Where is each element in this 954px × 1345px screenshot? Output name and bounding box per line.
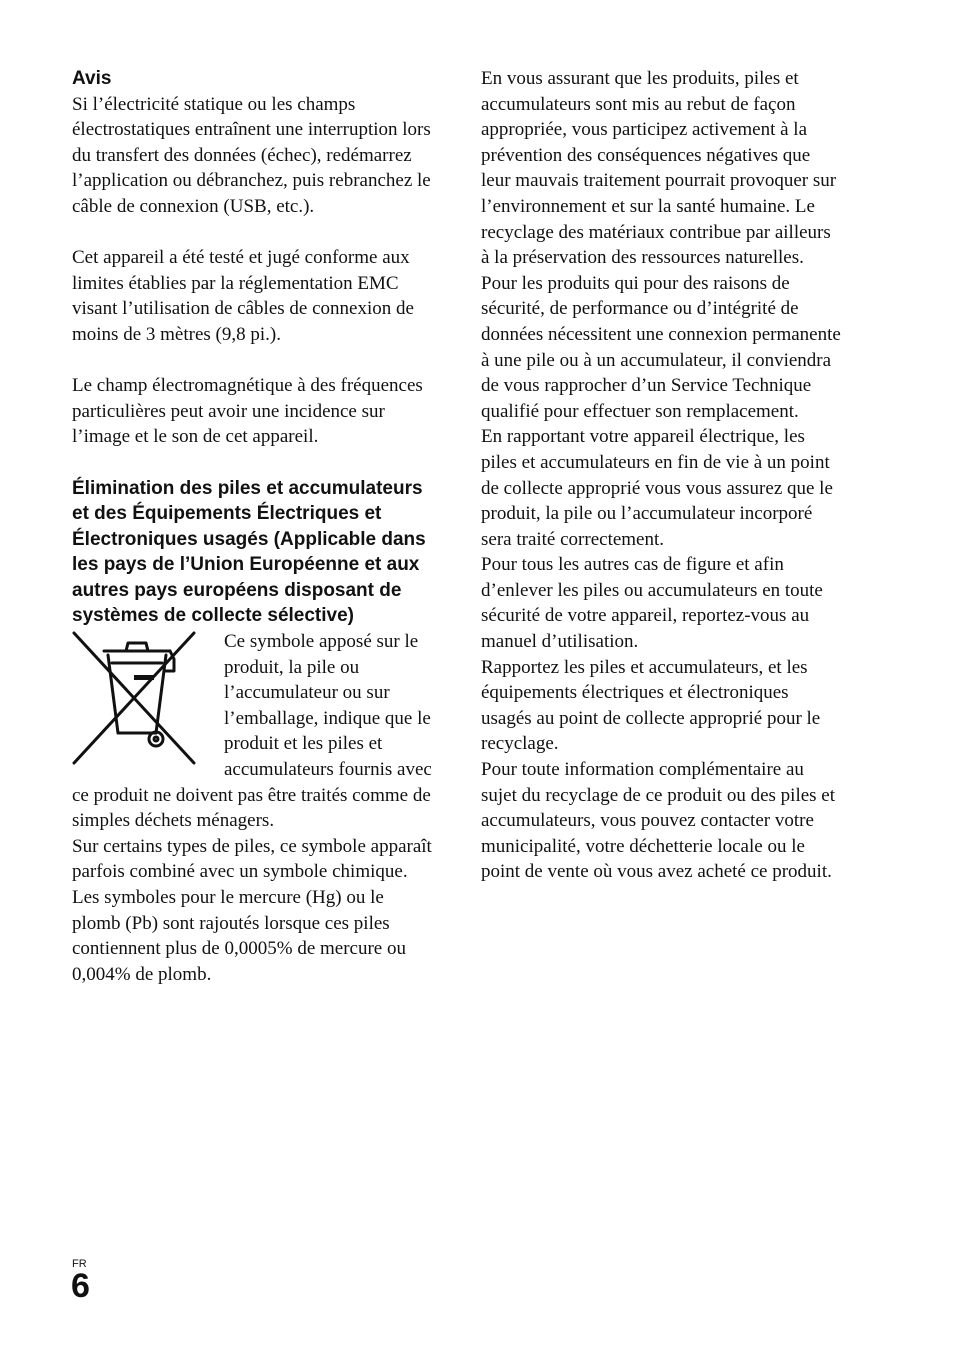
crossed-out-wheelie-bin-icon (70, 629, 210, 769)
environment-paragraph: En vous assurant que les produits, piles et accumulateurs sont mis au rebut de façon appropriée, vous participez activement à la prévention des conséquences négatives que leur mauvais traitement pourrait provoquer sur l’environnement et sur la santé humaine. Le recyclage des matériaux contribue par ailleurs à la préservation des ressources naturelles. (481, 68, 837, 269)
symbol-paragraph: Ce symbole apposé sur le produit, la pile ou l’accumulateur ou sur l’emballage, indique que le produit et les piles et accumulateurs fournis avec ce produit ne doivent pas être traités comme de simples déchets ménagers. (72, 631, 432, 832)
field-paragraph: Le champ électromagnétique à des fréquences particulières peut avoir une incidence sur l’image et le son de cet appareil. (72, 375, 423, 448)
permanent-battery-paragraph: Pour les produits qui pour des raisons de sécurité, de performance ou d’intégrité de données nécessitent une connexion permanente à une pile ou à un accumulateur, il conviendra de vous rapprocher d’un Service Technique qualifié pour effectuer son remplacement. (481, 272, 841, 422)
disposal-heading: Élimination des piles et accumulateurs et des Équipements Électriques et Électroniques usagés (Applicable dans les pays de l’Union Européenne et aux autres pays européens disposant de systèmes de collecte sélective) (72, 477, 426, 627)
chemical-paragraph: Sur certains types de piles, ce symbole apparaît parfois combiné avec un symbole chimique. Les symboles pour le mercure (Hg) ou le plomb (Pb) sont rajoutés lorsque ces piles contiennent plus de 0,0005% de mercure ou 0,004% de plomb. (72, 835, 432, 985)
symbol-block (72, 629, 434, 834)
language-code: FR (72, 1258, 87, 1270)
left-column (72, 66, 434, 987)
right-column (481, 66, 843, 885)
removal-paragraph: Pour tous les autres cas de figure et afin d’enlever les piles ou accumulateurs en toute sécurité de votre appareil, reportez-vous au manuel d’utilisation. (481, 554, 823, 653)
collection-paragraph: En rapportant votre appareil électrique, les piles et accumulateurs en fin de vie à un point de collecte approprié vous vous assurez que le produit, la pile ou l’accumulateur incorporé sera traité correctement. (481, 426, 833, 550)
information-paragraph: Pour toute information complémentaire au sujet du recyclage de ce produit ou des piles et accumulateurs, vous pouvez contacter votre municipalité, votre déchetterie locale ou le point de vente où vous avez acheté ce produit. (481, 759, 836, 883)
emc-paragraph: Cet appareil a été testé et jugé conforme aux limites établies par la réglementation EMC visant l’utilisation de câbles de connexion de moins de 3 mètres (9,8 pi.). (72, 247, 414, 345)
avis-paragraph: Si l’électricité statique ou les champs électrostatiques entraînent une interruption lors du transfert des données (échec), redémarrez l’application ou débranchez, puis rebranchez le câble de connexion (USB, etc.). (72, 93, 431, 217)
page-number: 6 (71, 1267, 90, 1305)
avis-heading: Avis (72, 68, 112, 89)
recycling-paragraph: Rapportez les piles et accumulateurs, et les équipements électriques et électroniques usagés au point de collecte approprié pour le recyclage. (481, 656, 821, 755)
